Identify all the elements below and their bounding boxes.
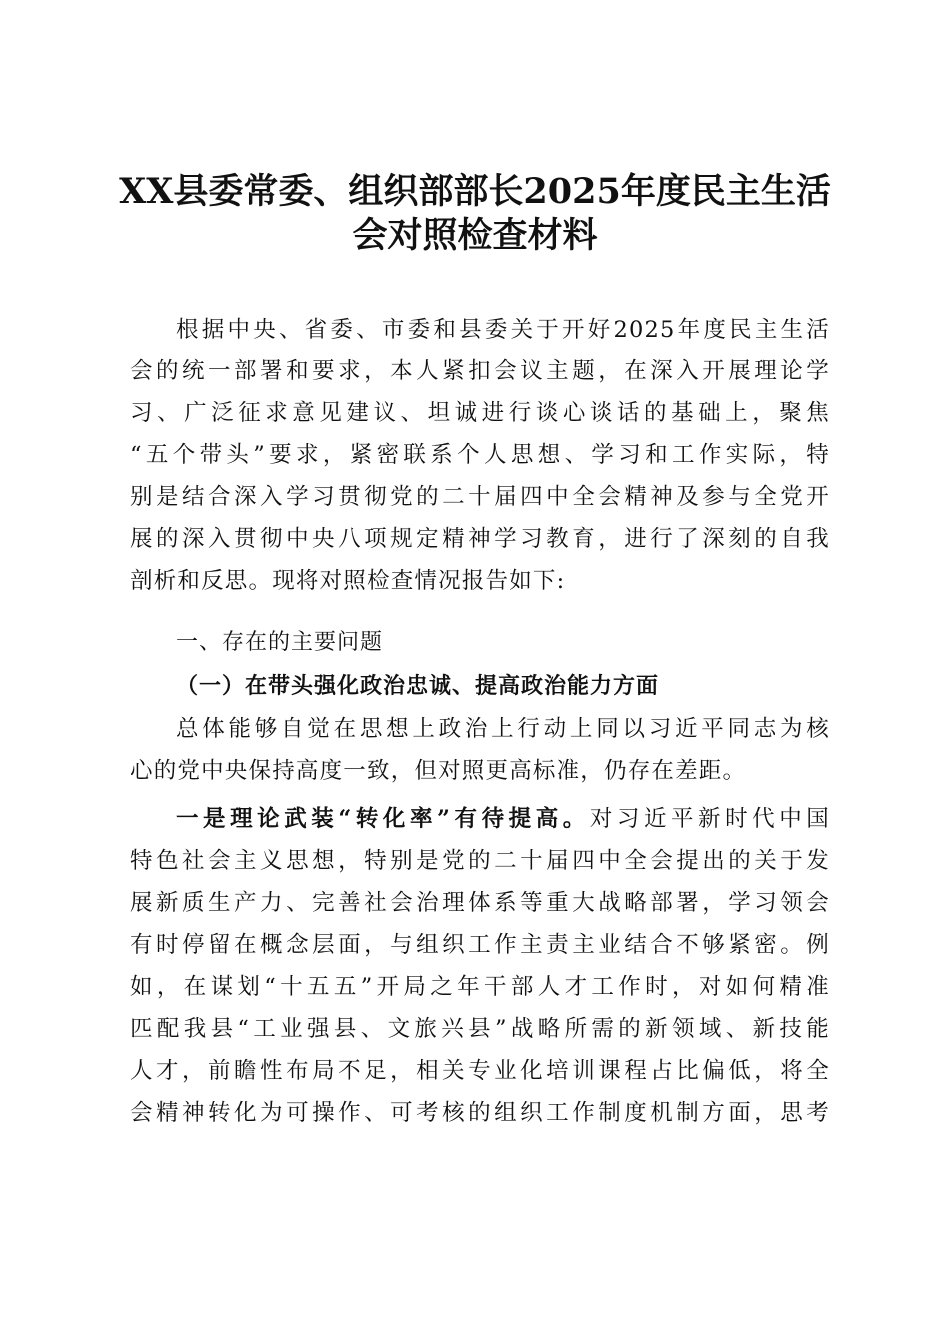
intro-line-4: “五个带头”要求，紧密联系个人思想、学习和工作实际，特 [130, 442, 830, 468]
intro-line-3: 习、广泛征求意见建议、坦诚进行谈心谈话的基础上，聚焦 [130, 400, 830, 426]
document-title-line-2: 会对照检查材料 [352, 215, 598, 256]
intro-line-6: 展的深入贯彻中央八项规定精神学习教育，进行了深刻的自我 [130, 526, 830, 552]
point-1-first-line-text: 对习近平新时代中国 [589, 806, 830, 832]
overview-line-2: 心的党中央保持高度一致，但对照更高标准，仍存在差距。 [130, 758, 747, 784]
point-1-line-4: 有时停留在概念层面，与组织工作主责主业结合不够紧密。例 [130, 932, 830, 958]
point-1-line-5: 如，在谋划“十五五”开局之年干部人才工作时，对如何精准 [130, 974, 830, 1000]
point-1-line-6: 匹配我县“工业强县、文旅兴县”战略所需的新领域、新技能 [130, 1016, 830, 1042]
intro-line-1: 根据中央、省委、市委和县委关于开好2025年度民主生活 [176, 317, 830, 343]
intro-line-5: 别是结合深入学习贯彻党的二十届四中全会精神及参与全党开 [130, 484, 830, 510]
document-title-line-1: XX县委常委、组织部部长2025年度民主生活 [119, 171, 831, 212]
point-1-line-2: 特色社会主义思想，特别是党的二十届四中全会提出的关于发 [130, 848, 830, 874]
section-heading-main-problems: 一、存在的主要问题 [176, 630, 384, 655]
intro-line-7: 剖析和反思。现将对照检查情况报告如下: [130, 568, 566, 594]
point-1-line-7: 人才，前瞻性布局不足，相关专业化培训课程占比偏低，将全 [130, 1058, 830, 1084]
intro-line-2: 会的统一部署和要求，本人紧扣会议主题，在深入开展理论学 [130, 358, 830, 384]
point-1-line-3: 展新质生产力、完善社会治理体系等重大战略部署，学习领会 [130, 890, 830, 916]
overview-line-1: 总体能够自觉在思想上政治上行动上同以习近平同志为核 [176, 716, 830, 742]
point-1-first-line [130, 801, 830, 837]
point-1-bold-heading: 一是理论武装“转化率”有待提高。 [176, 806, 590, 832]
point-1-line-8: 会精神转化为可操作、可考核的组织工作制度机制方面，思考 [130, 1100, 830, 1126]
subsection-heading-political-loyalty: （一）在带头强化政治忠诚、提高政治能力方面 [176, 673, 660, 699]
